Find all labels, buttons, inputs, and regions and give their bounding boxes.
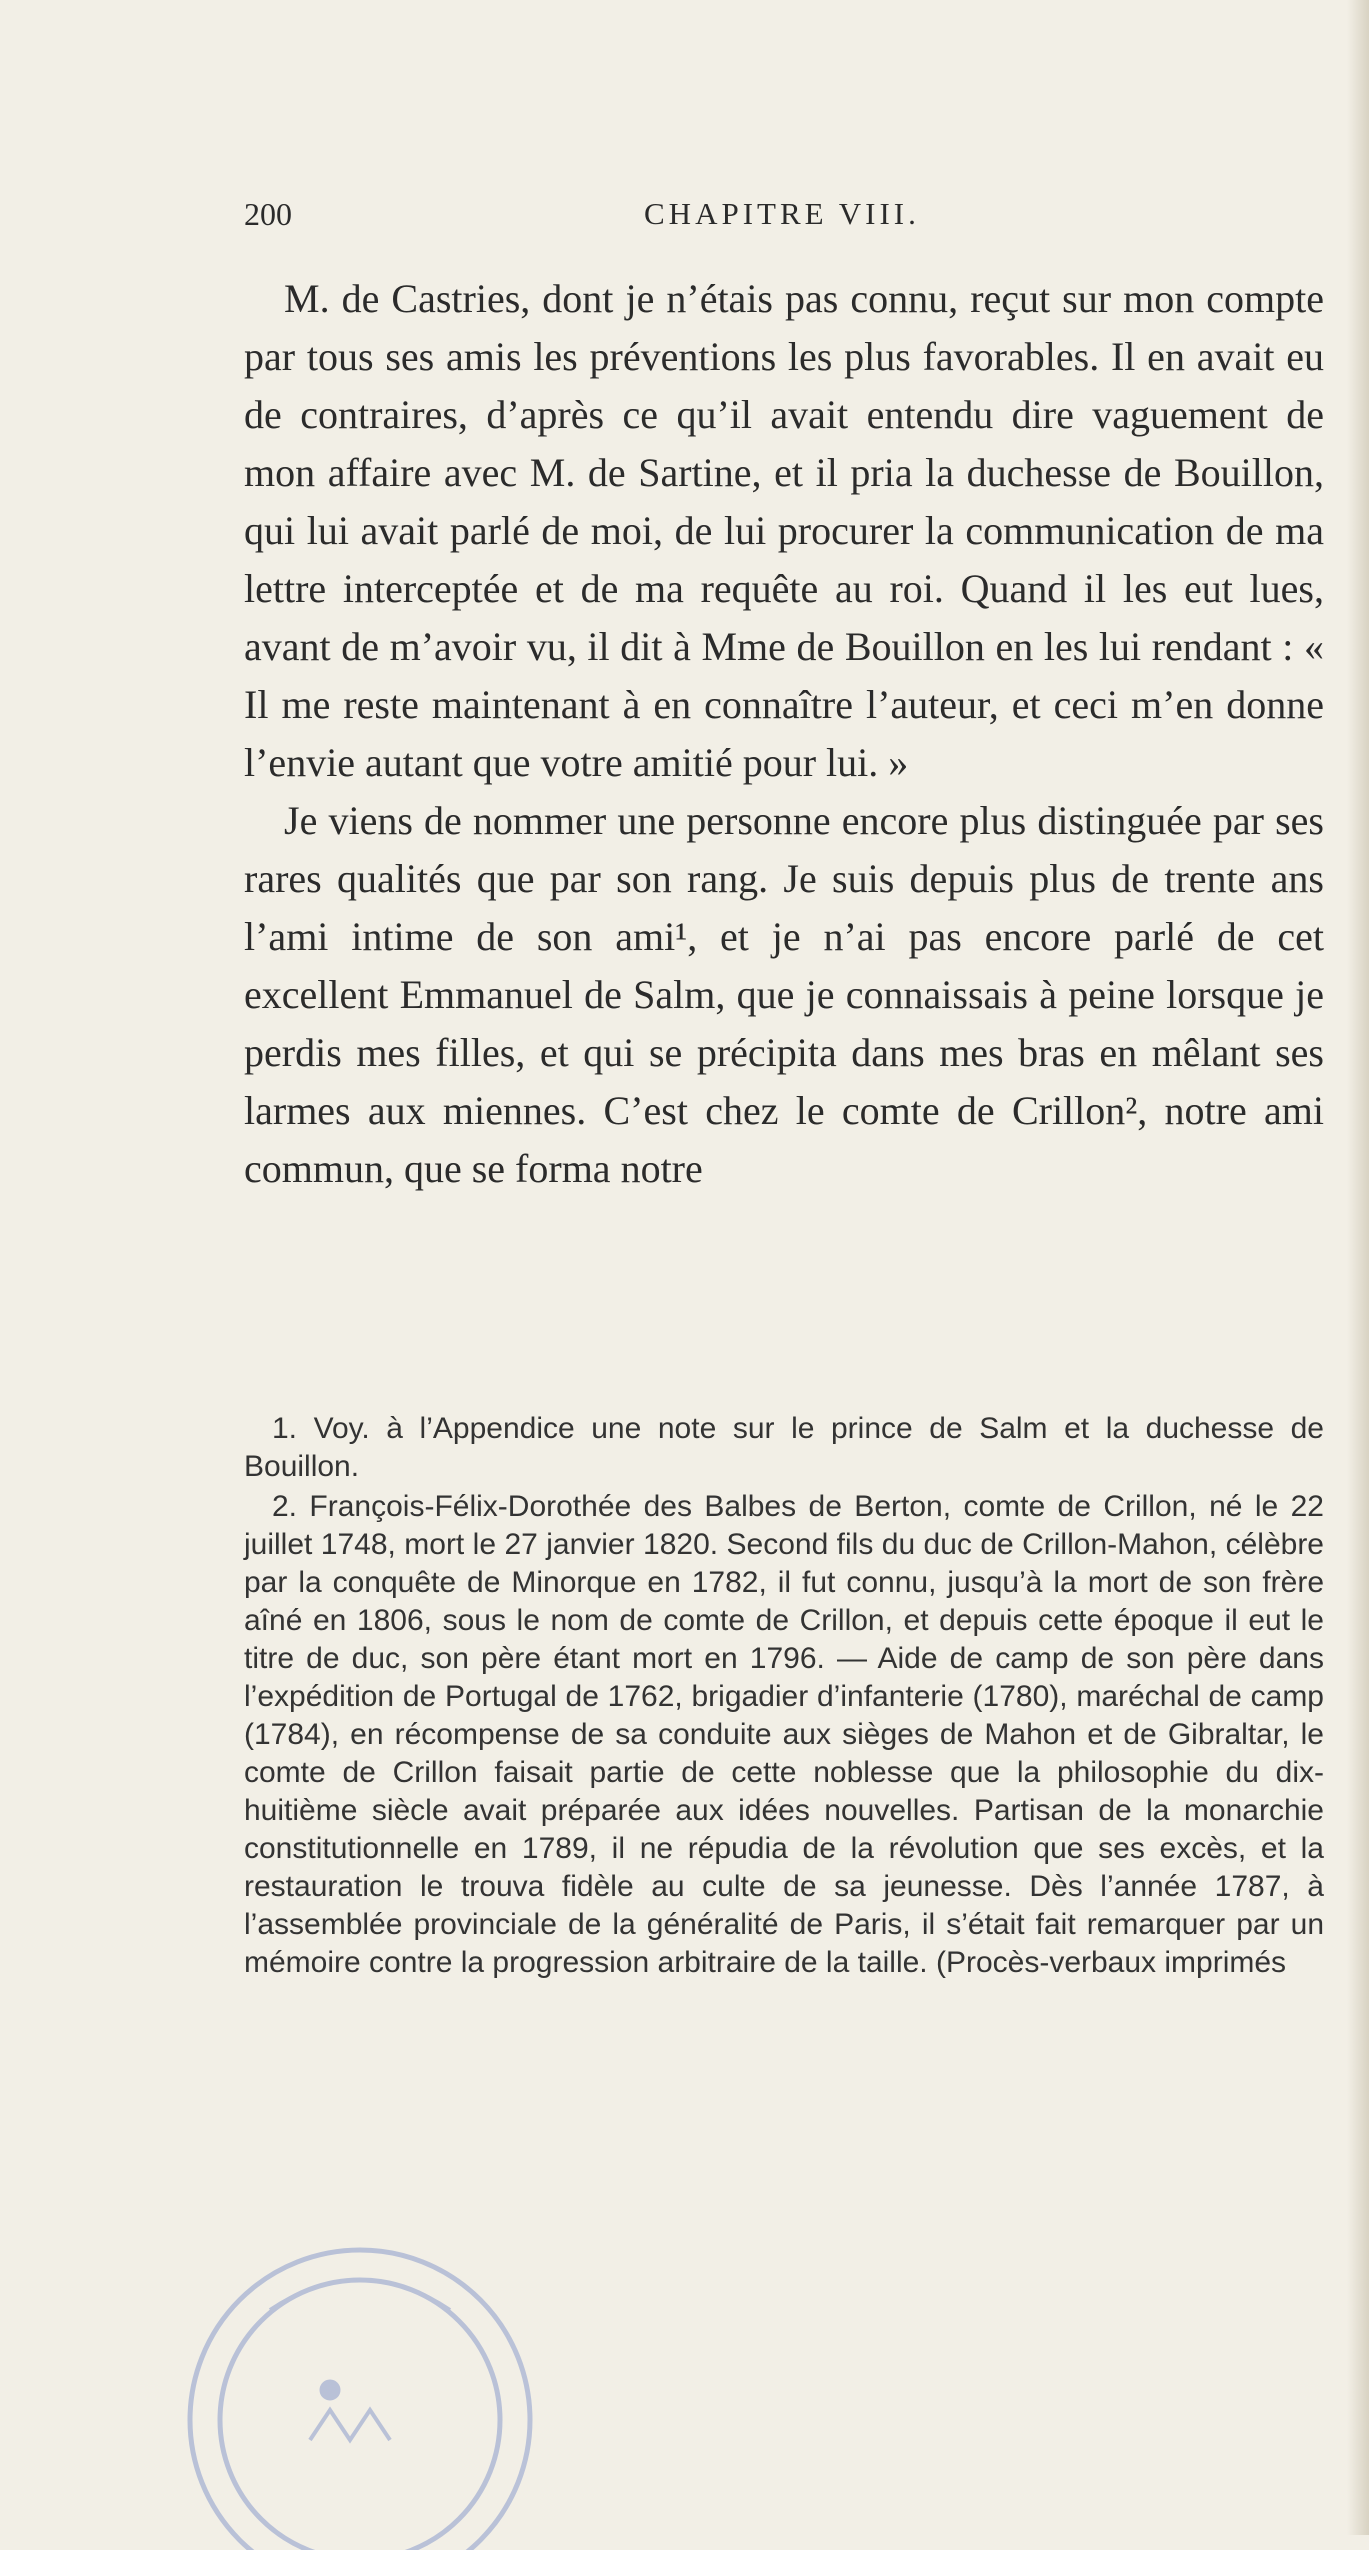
body-paragraph: M. de Castries, dont je n’étais pas connu, reçut sur mon compte par tous ses amis les préventions les plus favorables. Il en avait eu de contraires, d’après ce qu’il avait entendu dire vaguement de mon affaire avec M. de Sartine, et il pria la duchesse de Bouillon, qui lui avait parlé de moi, de lui procurer la communication de ma lettre interceptée et de ma requête au roi. Quand il les eut lues, avant de m’avoir vu, il dit à Mme de Bouillon en les lui rendant : « Il me reste maintenant à en connaître l’auteur, et ceci m’en donne l’envie autant que votre amitié pour lui. » (244, 276, 1324, 785)
footnote-2: 2. François-Félix-Dorothée des Balbes de Berton, comte de Crillon, né le 22 juillet 1748, mort le 27 janvier 1820. Second fils du duc de Crillon-Mahon, célèbre par la conquête de Minorque en 1782, il fut connu, jusqu’à la mort de son frère aîné en 1806, sous le nom de comte de Crillon, et depuis cette époque il eut le titre de duc, son père étant mort en 1796. — Aide de camp de son père dans l’expédition de Portugal de 1762, brigadier d’infanterie (1780), maréchal de camp (1784), en récompense de sa conduite aux sièges de Mahon et de Gibraltar, le comte de Crillon faisait partie de cette noblesse que la philosophie du dix-huitième siècle avait préparée aux idées nouvelles. Partisan de la monarchie constitutionnelle en 1789, il ne répudia de la révolution que ses excès, et la restauration le trouva fidèle au culte de sa jeunesse. Dès l’année 1787, à l’assemblée provinciale de la généralité de Paris, il s’était fait remarquer par un mémoire contre la progression arbitraire de la taille. (Procès-verbaux imprimés (244, 1490, 1324, 1979)
library-stamp-icon (160, 2190, 560, 2550)
page-edge (1347, 0, 1369, 2535)
body-paragraph: Je viens de nommer une personne encore plus distinguée par ses rares qualités que par son rang. Je suis depuis plus de trente ans l’ami intime de son ami¹, et je n’ai pas encore parlé de cet excellent Emmanuel de Salm, que je connaissais à peine lorsque je perdis mes filles, et qui se précipita dans mes bras en mêlant ses larmes aux miennes. C’est chez le comte de Crillon², notre ami commun, que se forma notre (244, 798, 1324, 1191)
body-text (244, 270, 1324, 1198)
running-head: CHAPITRE VIII. (644, 196, 920, 231)
footnote-1: 1. Voy. à l’Appendice une note sur le prince de Salm et la duchesse de Bouillon. (244, 1412, 1324, 1483)
page-header (244, 196, 1324, 256)
footnotes (244, 1410, 1324, 1984)
page-number: 200 (244, 196, 292, 232)
